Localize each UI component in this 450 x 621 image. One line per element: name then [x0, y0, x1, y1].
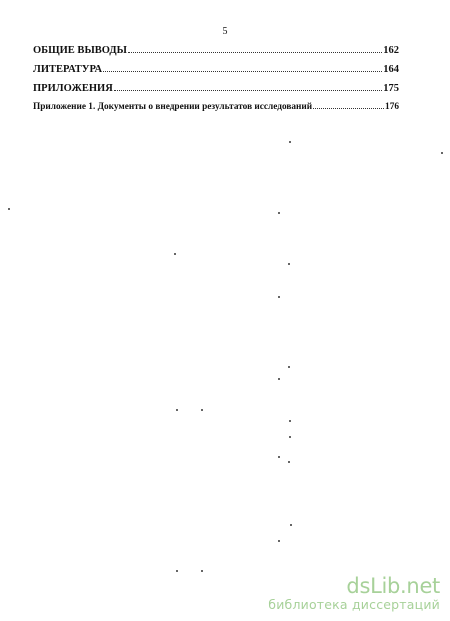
watermark-subtitle: библиотека диссертаций — [268, 597, 440, 612]
scan-speck — [288, 461, 290, 463]
toc-entry-title: ПРИЛОЖЕНИЯ — [33, 83, 113, 94]
scan-speck — [278, 456, 280, 458]
toc-entry-title: ОБЩИЕ ВЫВОДЫ — [33, 45, 127, 56]
scan-speck — [290, 524, 292, 526]
scan-speck — [288, 263, 290, 265]
scan-speck — [8, 208, 10, 210]
toc-leader-dots — [114, 90, 382, 91]
page-number: 5 — [222, 26, 228, 37]
scan-speck — [278, 296, 280, 298]
scan-speck — [289, 420, 291, 422]
scan-speck — [289, 141, 291, 143]
dslib-watermark — [268, 575, 440, 613]
scan-speck — [201, 409, 203, 411]
scan-speck — [288, 366, 290, 368]
toc-entry-page: 162 — [383, 45, 399, 56]
scan-speck — [176, 409, 178, 411]
table-of-contents — [33, 45, 399, 120]
toc-leader-dots — [313, 108, 384, 109]
toc-entry-page: 176 — [385, 102, 399, 112]
toc-leader-dots — [103, 71, 382, 72]
scan-speck — [201, 570, 203, 572]
scan-speck — [278, 540, 280, 542]
toc-entry-title: Приложение 1. Документы о внедрении результатов исследований — [33, 102, 313, 112]
watermark-logo: dsLib.net — [346, 574, 440, 598]
toc-entry-appendices — [33, 83, 399, 102]
toc-entry-page: 164 — [383, 64, 399, 75]
toc-entry-page: 175 — [383, 83, 399, 94]
toc-entry-general-conclusions — [33, 45, 399, 64]
toc-leader-dots — [128, 52, 382, 53]
scan-speck — [289, 436, 291, 438]
toc-entry-appendix-1 — [33, 102, 399, 120]
toc-entry-literature — [33, 64, 399, 83]
scan-speck — [176, 570, 178, 572]
scan-speck — [441, 152, 443, 154]
toc-entry-title: ЛИТЕРАТУРА — [33, 64, 103, 75]
scan-speck — [278, 378, 280, 380]
scan-speck — [278, 212, 280, 214]
scan-speck — [174, 253, 176, 255]
